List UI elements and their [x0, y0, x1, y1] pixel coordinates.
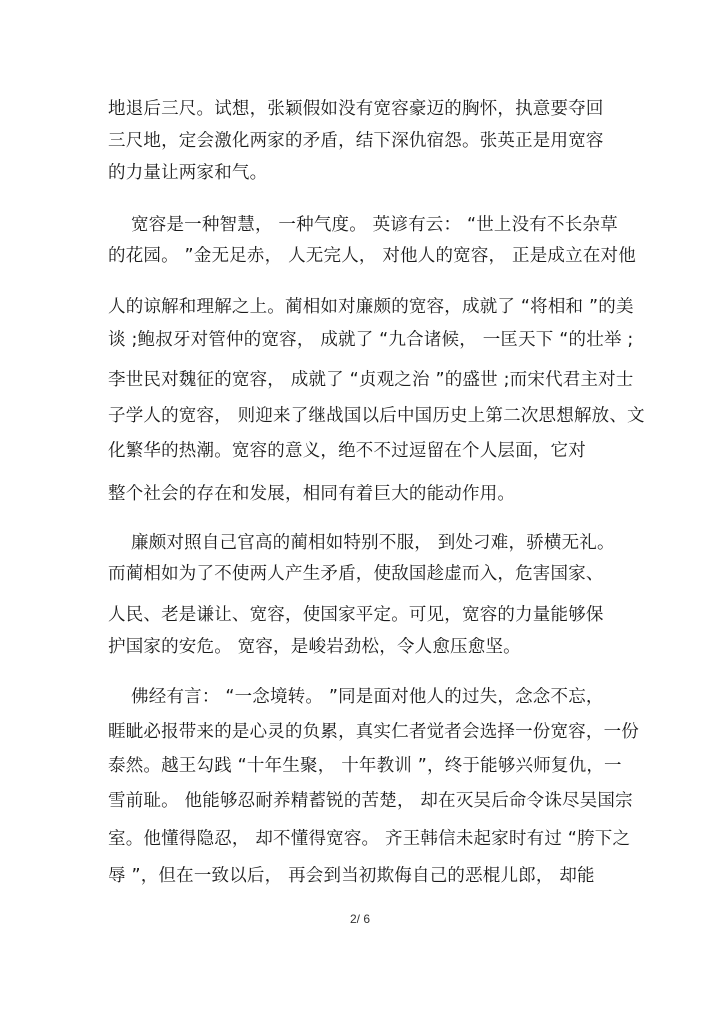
- text-line: 室。他懂得隐忍， 却不懂得宽容。 齐王韩信未起家时有过 “胯下之: [108, 829, 631, 849]
- text-line: 谈 ;鲍叔牙对管仲的宽容， 成就了 “九合诸候， 一匡天下 “的壮举 ;: [108, 330, 634, 350]
- text-line: 而蔺相如为了不使两人产生矛盾，使敌国趁虚而入，危害国家、: [108, 564, 604, 584]
- text-line: 的力量让两家和气。: [108, 163, 268, 183]
- text-line: 泰然。越王勾践 “十年生聚， 十年教训 ”，终于能够兴师复仇，一: [108, 756, 622, 776]
- text-line: 整个社会的存在和发展，相同有着巨大的能动作用。: [108, 484, 516, 504]
- text-line: 宽容是一种智慧， 一种气度。 英谚有云： “世上没有不长杂草: [108, 215, 618, 235]
- text-line: 人的谅解和理解之上。蔺相如对廉颇的宽容，成就了 “将相和 ”的美: [108, 297, 634, 317]
- text-line: 三尺地，定会激化两家的矛盾，结下深仇宿怨。张英正是用宽容: [108, 131, 604, 151]
- text-line: 睚眦必报带来的是心灵的负累，真实仁者觉者会选择一份宽容，一份: [108, 722, 639, 742]
- text-line: 护国家的安危。 宽容，是峻岩劲松，令人愈压愈坚。: [108, 637, 521, 657]
- text-line: 廉颇对照自己官高的蔺相如特别不服， 到处刁难，骄横无礼。: [108, 533, 615, 553]
- text-line: 的花园。 ”金无足赤， 人无完人， 对他人的宽容， 正是成立在对他: [108, 246, 636, 266]
- text-line: 辱 ”，但在一致以后， 再会到当初欺侮自己的恶棍儿郎， 却能: [108, 866, 595, 886]
- text-line: 李世民对魏征的宽容， 成就了 “贞观之治 ”的盛世 ;而宋代君主对士: [108, 370, 634, 390]
- text-line: 化繁华的热潮。宽容的意义，绝不不过逗留在个人层面，它对: [108, 441, 586, 461]
- text-line: 地退后三尺。试想，张颖假如没有宽容豪迈的胸怀，执意要夺回: [108, 99, 604, 119]
- text-line: 雪前耻。 他能够忍耐养精蓄锐的苦楚， 却在灭吴后命令诛尽吴国宗: [108, 791, 633, 811]
- page-number: 2/ 6: [349, 912, 370, 926]
- text-line: 人民、老是谦让、宽容，使国家平定。可见，宽容的力量能够保: [108, 605, 604, 625]
- text-line: 佛经有言： “一念境转。 ”同是面对他人的过失，念念不忘，: [108, 687, 604, 707]
- text-line: 子学人的宽容， 则迎来了继战国以后中国历史上第二次思想解放、文: [108, 406, 645, 426]
